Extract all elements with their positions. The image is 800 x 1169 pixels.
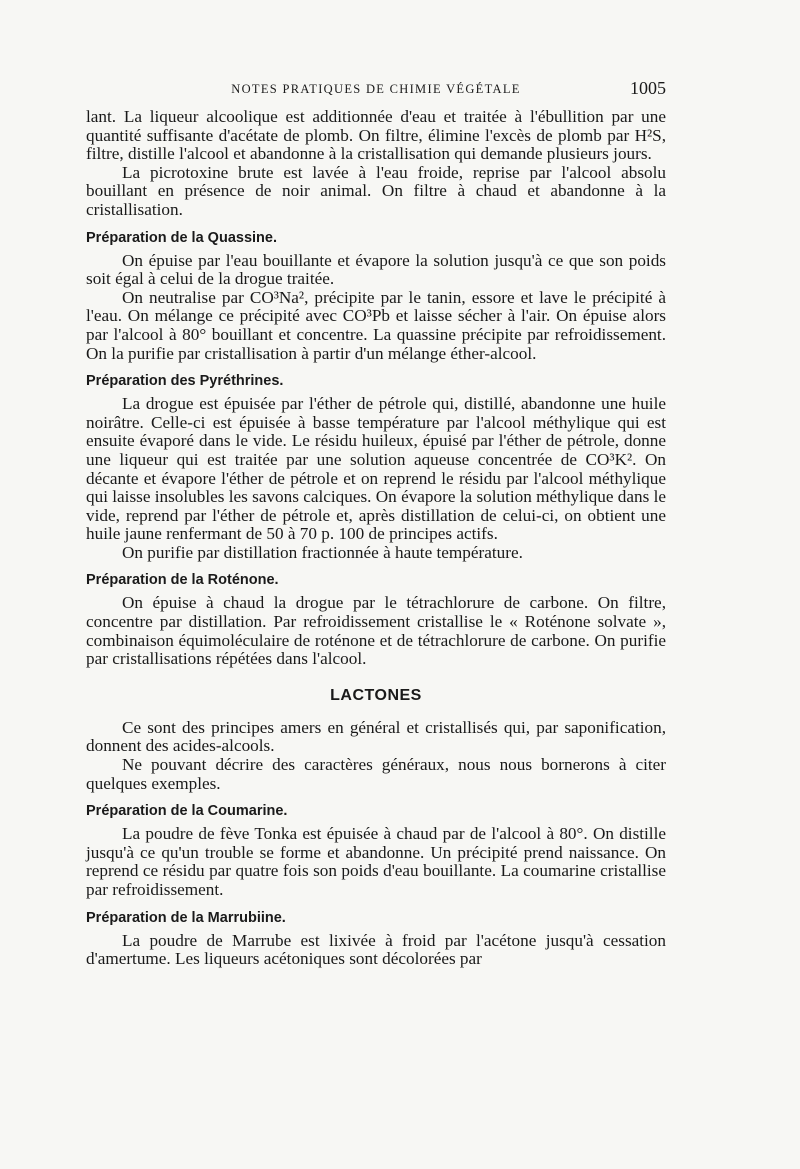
- section-lactones: [86, 687, 666, 793]
- section-heading: Préparation des Pyréthrines.: [86, 373, 284, 390]
- section-heading: Préparation de la Coumarine.: [86, 803, 288, 820]
- paragraph: Ce sont des principes amers en général et cristallisés qui, par saponification, donnent des acides-alcools.: [86, 717, 666, 756]
- section-rotenone: [86, 572, 666, 668]
- running-header: [86, 78, 666, 100]
- section-heading: Préparation de la Marrubiine.: [86, 909, 286, 926]
- paragraph: La drogue est épuisée par l'éther de pétrole qui, distillé, abandonne une huile noirâtre. Celle-ci est épuisée à basse température par l'alcool méthylique qui est ensuite évaporé dans le vide. Le résidu huileux, épuisé par l'éther de pétrole, donne une liqueur qui est traitée par une solution aqueuse concentrée de CO³K². On décante et évapore l'éther de pétrole et on reprend le résidu par l'alcool méthylique qui laisse insolubles les savons calciques. On évapore la solution méthylique dans le vide, reprend par l'éther de pétrole et, après distillation de celui-ci, on obtient une huile jaune renfermant de 50 à 70 p. 100 de principes actifs.: [86, 394, 666, 544]
- paragraph: On purifie par distillation fractionnée à haute température.: [122, 542, 523, 562]
- section-quassine: [86, 230, 666, 364]
- paragraph: La poudre de Marrube est lixivée à froid par l'acétone jusqu'à cessation d'amertume. Les liqueurs acétoniques sont décolorées par: [86, 930, 666, 969]
- paragraph: La picrotoxine brute est lavée à l'eau froide, reprise par l'alcool absolu bouillant en présence de noir animal. On filtre à chaud et abandonne à la cristallisation.: [86, 162, 666, 219]
- section-pyrethrines: [86, 373, 666, 562]
- running-title: NOTES PRATIQUES DE CHIMIE VÉGÉTALE: [231, 82, 521, 96]
- section-heading: Préparation de la Quassine.: [86, 229, 277, 246]
- paragraph: On épuise par l'eau bouillante et évapore la solution jusqu'à ce que son poids soit égal à celui de la drogue traitée.: [86, 250, 666, 289]
- paragraph: lant. La liqueur alcoolique est additionnée d'eau et traitée à l'ébullition par une quantité suffisante d'acétate de plomb. On filtre, élimine l'excès de plomb par H²S, filtre, distille l'alcool et abandonne à la cristallisation qui demande plusieurs jours.: [86, 107, 666, 164]
- paragraph: On neutralise par CO³Na², précipite par le tanin, essore et lave le précipité à l'eau. On mélange ce précipité avec CO³Pb et laisse sécher à l'air. On épuise alors par l'alcool à 80° bouillant et concentre. La quassine précipite par refroidissement. On la purifie par cristallisation à partir d'un mélange éther-alcool.: [86, 287, 666, 363]
- chapter-heading: LACTONES: [330, 686, 422, 704]
- section-heading: Préparation de la Roténone.: [86, 572, 279, 589]
- section-marrubiine: [86, 910, 666, 969]
- page-number: 1005: [630, 78, 666, 98]
- paragraph: La poudre de fève Tonka est épuisée à chaud par de l'alcool à 80°. On distille jusqu'à ce qu'un trouble se forme et abandonne. Un précipité prend naissance. On reprend ce résidu par quatre fois son poids d'eau bouillante. La coumarine cristallise par refroidissement.: [86, 824, 666, 899]
- paragraph: Ne pouvant décrire des caractères généraux, nous nous bornerons à citer quelques exemples.: [86, 755, 666, 793]
- section-coumarine: [86, 803, 666, 899]
- page: [86, 78, 666, 969]
- paragraph: On épuise à chaud la drogue par le tétrachlorure de carbone. On filtre, concentre par distillation. Par refroidissement cristallise le « Roténone solvate », combinaison équimoléculaire de roténone et de tétrachlorure de carbone. On purifie par cristallisations répétées dans l'alcool.: [86, 593, 666, 669]
